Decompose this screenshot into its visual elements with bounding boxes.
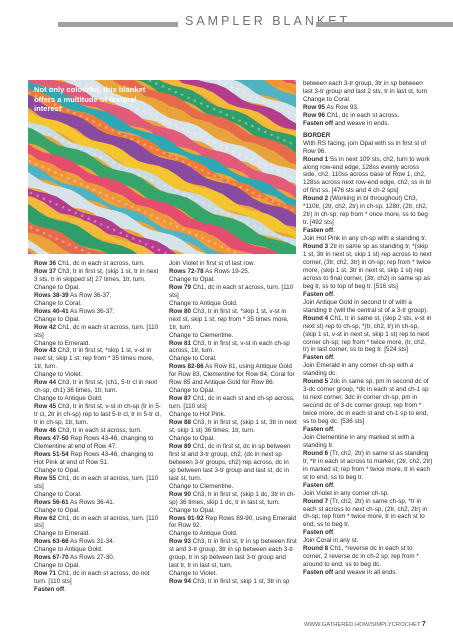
instruction-line [34, 538, 162, 546]
instruction-line [303, 354, 433, 362]
instruction-text: Change to Hot Pink. [169, 411, 226, 419]
instruction-text: Join Coral in any st. [303, 537, 359, 545]
instruction-text: Join Violet in any corner ch-sp. [303, 489, 389, 497]
instruction-line [169, 530, 297, 538]
page-number: 7 [421, 621, 426, 628]
instruction-label: Rows 51-54 [34, 450, 69, 458]
instruction-line [169, 570, 297, 578]
instruction-text: As Rows 27-30. [68, 554, 115, 562]
instruction-line [303, 482, 433, 490]
instruction-line [34, 379, 162, 395]
instruction-line [34, 260, 162, 268]
instruction-line [34, 347, 162, 371]
instruction-text: Join Antique Gold in second tr of with a standing tr (will the central st of a 3-tr group). [303, 298, 428, 314]
instruction-line [169, 491, 297, 507]
instruction-text: Change to Opal. [169, 434, 215, 442]
instruction-text: Ch3, tr in first st, (ch1, 5-tr cl in next ch-sp, ch1) 36 times, 1tr, turn. [34, 379, 158, 395]
instruction-label: Fasten off [303, 354, 334, 362]
instruction-label: Rows 47-50 [34, 434, 69, 442]
instruction-text: . [64, 586, 66, 594]
instruction-text: Ch3, tr in first st, (skip 1 dc, 3tr in ch-sp) 36 times, skip 1 dc, tr in last st, turn. [169, 490, 296, 506]
instruction-text: . [333, 290, 335, 298]
instruction-line [303, 96, 433, 104]
instruction-line [303, 362, 433, 378]
instruction-text: As Row 36-37. [68, 291, 112, 299]
instruction-label: Row 81 [169, 339, 192, 347]
instruction-text: Ch3, tr in first st, (skip 1 st, 3tr in next st, skip 1 st) 36 times, 1tr, turn. [169, 419, 297, 435]
instruction-label: Fasten off [303, 227, 334, 235]
instruction-text: Ch1, dc in first st, dc in sp between first st and 3-tr group, ch2, (dc in next sp between 3-tr groups, ch2) rep across, dc in sp between last 3-tr group and last st, dc in last st, turn. [169, 442, 291, 482]
instruction-label: Rows 72-78 [169, 267, 204, 275]
instruction-line [303, 156, 433, 196]
instruction-line [303, 120, 433, 128]
instruction-line [34, 491, 162, 499]
border-heading: BORDER [303, 131, 331, 139]
instruction-line [34, 499, 162, 507]
instruction-text: Change to Clementine. [169, 482, 234, 490]
instruction-label: Rows 56-61 [34, 498, 69, 506]
instruction-text: Change to Violet. [34, 371, 83, 379]
instruction-label: Fasten off [303, 290, 334, 298]
instruction-text: . [333, 227, 335, 235]
instruction-text: As Rows 31-34. [68, 538, 115, 546]
instruction-label: Row 45 [34, 403, 57, 411]
instruction-label: Row 79 [169, 283, 192, 291]
instruction-text: Change to Coral. [34, 490, 82, 498]
instruction-line [303, 195, 433, 227]
instruction-text: (Working in bl throughout) Ch3, *110tr, (2tr, ch2, 2tr) in ch-sp, 128tr, (2tr, ch2, 2tr) in ch-sp; rep from * once more, ss to beg tr. [492 sts] [303, 195, 428, 227]
instruction-text: Ch1, dc in each st across, turn. [110 sts] [169, 283, 294, 299]
instruction-label: Row 37 [34, 267, 57, 275]
photo-caption: Not only colourful, this blanket offers a multitude of textural interest [34, 85, 146, 113]
instruction-line [34, 586, 162, 594]
instruction-line [169, 419, 297, 435]
instruction-label: Row 93 [169, 538, 192, 546]
instruction-line [169, 515, 297, 531]
instruction-text: Change to Antique Gold. [169, 530, 238, 538]
instruction-line [34, 515, 162, 531]
instruction-text: Change to Opal. [34, 283, 80, 291]
instruction-label: Rows 38-39 [34, 291, 69, 299]
instruction-label: Round 3 [303, 243, 329, 251]
instruction-text: and weave in all ends. [333, 569, 398, 577]
instruction-label: Round 4 [303, 314, 329, 322]
instruction-text: Change to Coral. [169, 355, 217, 363]
instruction-line [303, 291, 433, 299]
instruction-text: Ch1, *reverse dc in each st to corner, 2 reverse dc in ch-2 sp; rep from * around to end, ss to beg dc. [303, 545, 419, 569]
instruction-text: Join Emerald in any corner ch-sp with a standing dc. [303, 362, 414, 378]
instruction-text: Ch1, dc in each st across, turn. [56, 260, 145, 267]
instruction-line [34, 435, 162, 451]
instruction-line [169, 578, 297, 586]
instruction-label: Fasten off [34, 586, 65, 594]
instruction-text: . [333, 354, 335, 362]
instruction-label: Row 94 [169, 578, 192, 586]
instruction-label: Fasten off [303, 481, 334, 489]
instruction-line [34, 475, 162, 491]
instruction-label: Rows 67-70 [34, 554, 69, 562]
instruction-text: Ch3, tr in first st, skip 1 st, 3tr in sp [191, 578, 290, 586]
instruction-label: Row 90 [169, 490, 192, 498]
instruction-text: 2tr in same sp as standing tr, *(skip 1 st, 3tr in next st, skip 1 st) rep across to next corner, (3tr, ch2, 3tr) in ch-sp; rep from * twice more, (skip 1 st, 3tr in next st, skip 1 st) rep across to final corner, (3tr, ch2) in same sp as beg tr, ss to top of beg tr. [516 sts] [303, 243, 432, 290]
instruction-text: Ch3, tr in first st, v-st in each ch-sp across, 1tr, turn. [169, 339, 290, 355]
header-rule-right [316, 22, 453, 27]
instruction-line [303, 426, 433, 434]
instruction-line [34, 292, 162, 300]
instruction-text: Rep Rows 89-90, using Emerald for Row 92. [169, 514, 297, 530]
instruction-text: Change to Opal. [169, 506, 215, 514]
instruction-text: Ch3, tr in first st, *skip 1 st, v-st in next st, skip 1 st; rep from * 35 times more, 1tr, turn. [169, 307, 289, 331]
instruction-line [303, 537, 433, 545]
instruction-text: Change to Clementine. [169, 331, 234, 339]
instruction-line [169, 395, 297, 411]
instruction-text: (Tr, ch2, 2tr) in same ch-sp, *tr in each st across to next ch-sp, (2tr, ch2, 2tr) in ch-sp; rep from * twice more, tr in each st to end, ss to beg tr. [303, 497, 428, 529]
instruction-label: Row 80 [169, 307, 192, 315]
instruction-line [34, 427, 162, 435]
instruction-text: Ch1, dc in each st across, turn. [110 sts] [34, 474, 159, 490]
instruction-label: Row 36 [34, 260, 57, 267]
instruction-text: Join Violet in first st of last row. [169, 260, 255, 267]
instruction-text: Ch1, dc in each st and ch-sp across, turn. [110 sts] [169, 395, 295, 411]
instruction-line [34, 308, 162, 316]
pattern-column-3 [303, 80, 433, 577]
instruction-line [34, 316, 162, 324]
instruction-text: Change to Opal. [34, 466, 80, 474]
instruction-text: Ch1, dc in each st across, do not turn. [110 sts] [34, 570, 150, 586]
instruction-line [34, 284, 162, 292]
instruction-text: Change to Opal. [34, 315, 80, 323]
instruction-text: between each 3-tr group, 3tr in sp between last 3-tr group and last 2 sts, tr in last st, turn [303, 80, 428, 95]
instruction-line [34, 530, 162, 538]
instruction-line [34, 570, 162, 586]
instruction-text: Ch3, tr in first st, v-st in ch-sp (tr in 5-tr cl, 2tr in ch-sp) rep to last 5-tr cl, tr in 5-tr cl, tr in ch-sp, 1tr, turn. [34, 403, 162, 427]
instruction-text: . [333, 425, 335, 433]
instruction-line [169, 355, 297, 363]
instruction-text: Ch3, tr in first st, (skip 1 st, tr in next 3 sts, tr in skipped st) 27 times, 1tr, turn. [34, 267, 159, 283]
instruction-line [303, 227, 433, 235]
instruction-text: As Rows 36-37. [68, 307, 115, 315]
instruction-line [34, 467, 162, 475]
instruction-label: Row 88 [169, 419, 192, 427]
page-title: SAMPLER BLANKET [185, 14, 351, 28]
instruction-line [169, 483, 297, 491]
instruction-text: As Row 93. [325, 103, 359, 111]
instruction-text: Ch1, tr in same st, (skip 2 sts, v-st in next st) rep to ch-sp, *(tr, ch2, tr) in ch-sp, (skip 1 st, v-st in next st, skip 1 st) rep to next corner ch-sp; rep from * twice more, (tr, ch2, tr) in last corner, ss to beg tr. [524 sts] [303, 314, 432, 354]
instruction-label: Round 7 [303, 497, 329, 505]
instruction-label: Round 2 [303, 195, 329, 203]
instruction-line [34, 300, 162, 308]
instruction-line [303, 235, 433, 243]
instruction-text: and weave in ends. [333, 119, 390, 127]
instruction-text: Rep Rows 43-46, changing to Clementine at end of Row 47. [34, 434, 154, 450]
instruction-line [303, 434, 433, 450]
instruction-text: Ch1, dc in each st across, turn. [110 sts] [34, 323, 159, 339]
instruction-label: Round 6 [303, 449, 329, 457]
border-instructions [303, 140, 433, 577]
instruction-label: Row 71 [34, 570, 57, 578]
instruction-label: Rows 40-41 [34, 307, 69, 315]
instruction-text: Ch3, tr in first st, tr in sp between first st and 3-tr group, 3tr in sp between each 3-tr group, tr in sp between last 3-tr group and last tr, tr in last st, turn. [169, 538, 297, 570]
instruction-line [34, 268, 162, 284]
instruction-text: Change to Coral. [34, 299, 82, 307]
instruction-line [34, 562, 162, 570]
instruction-text: Change to Antique Gold. [34, 395, 103, 403]
instruction-text: Change to Violet. [169, 570, 218, 578]
instruction-text: Change to Opal. [169, 275, 215, 283]
page-footer [304, 621, 426, 628]
instruction-text: Ss in next 109 sts, ch2, turn to work along row-end edge, 128ss evenly across side, ch2, 110ss across base of Row 1, ch2, 128ss across next row-end edge, ch2, ss in bl of first ss. [476 sts and 4 ch-2 sps] [303, 155, 431, 195]
pattern-column-1 [34, 260, 162, 594]
instruction-line [169, 332, 297, 340]
instruction-line [34, 340, 162, 348]
instruction-text: Change to Antique Gold. [34, 546, 103, 554]
instruction-text: As Rows 19-25. [203, 267, 250, 275]
instruction-text: Change to Opal. [34, 506, 80, 514]
instruction-line [303, 378, 433, 426]
instruction-text: Change to Antique Gold. [169, 299, 238, 307]
instruction-line [303, 315, 433, 355]
instruction-line [34, 451, 162, 467]
instruction-text: (Tr, ch2, 2tr) in same st as standing tr, *tr in each st across to marker, (2tr, ch2, 2tr) in marked st; rep from * twice more, tr in each st to end, ss to beg tr. [303, 449, 433, 481]
page-header [0, 0, 453, 50]
instruction-label: Round 5 [303, 378, 329, 386]
instruction-text: Join Clementine in any marked st with a standing tr. [303, 433, 415, 449]
instruction-line [303, 450, 433, 482]
instruction-line [34, 546, 162, 554]
instruction-line [34, 403, 162, 427]
instruction-label: Fasten off [303, 425, 334, 433]
instruction-line [169, 435, 297, 443]
instruction-text: Change to Opal. [169, 387, 215, 395]
instruction-text: With RS facing, join Opal with ss in first st of Row 96. [303, 139, 427, 155]
instruction-label: Row 55 [34, 474, 57, 482]
instruction-label: Fasten off [303, 529, 334, 537]
instruction-label: Round 1 [303, 155, 329, 163]
instruction-line [169, 268, 297, 276]
instruction-line [303, 490, 433, 498]
instruction-label: Rows 91-92 [169, 514, 204, 522]
instruction-line [303, 299, 433, 315]
pattern-column-3-continued [303, 80, 433, 128]
instruction-line [169, 284, 297, 300]
instruction-label: Row 42 [34, 323, 57, 331]
instruction-label: Round 8 [303, 545, 329, 553]
instruction-text: As Row 81, using Antique Gold for Row 83, Clementine for Row 84, Coral for Row 85 and Antique Gold for Row 86. [169, 363, 295, 387]
instruction-line [34, 507, 162, 515]
instruction-line [169, 507, 297, 515]
instruction-label: Row 44 [34, 379, 57, 387]
instruction-text: Change to Emerald. [34, 530, 91, 538]
header-rule-left [58, 22, 178, 27]
instruction-label: Row 95 [303, 103, 326, 111]
instruction-text: Ch3, tr in first st, *skip 1 st, v-st in next st, skip 1 st; rep from * 35 times more, 1tr, turn. [34, 347, 154, 371]
instruction-line [303, 498, 433, 530]
instruction-line [34, 371, 162, 379]
instruction-line [303, 140, 433, 156]
instruction-line [303, 545, 433, 569]
instruction-line [303, 80, 433, 96]
instruction-line [303, 112, 433, 120]
instruction-text: Rep Rows 43-46, changing to Hot Pink at end of Row 51. [34, 450, 154, 466]
instruction-text: Join Hot Pink in any ch-sp with a standing tr. [303, 235, 427, 243]
instruction-line [169, 363, 297, 387]
instruction-text: Change to Opal. [34, 562, 80, 570]
instruction-label: Fasten off [303, 569, 334, 577]
instruction-text: . [333, 481, 335, 489]
footer-url: WWW.GATHERED.HOW/SIMPLYCROCHET [304, 622, 421, 628]
instruction-label: Row 43 [34, 347, 57, 355]
instruction-line [34, 395, 162, 403]
instruction-label: Row 62 [34, 514, 57, 522]
instruction-text: Ch3, tr in each st across, turn. [56, 427, 142, 435]
instruction-line [169, 308, 297, 332]
instruction-line [169, 538, 297, 570]
instruction-line [169, 300, 297, 308]
instruction-line [303, 104, 433, 112]
instruction-line [303, 243, 433, 291]
pattern-column-2 [169, 260, 297, 586]
instruction-label: Row 89 [169, 442, 192, 450]
instruction-text: 2dc in same sp, pm in second dc of 3-dc corner group, *dc in each st and ch-1 sp to next corner, 3dc in corner ch-sp, pm in second dc of 3-dc corner group; rep from * twice more, dc in each st and ch-1 sp to end, ss to beg dc. [536 sts] [303, 378, 429, 426]
instruction-line [303, 569, 433, 577]
instruction-text: Change to Coral. [303, 95, 351, 103]
instruction-line [34, 554, 162, 562]
instruction-line [169, 443, 297, 483]
instruction-line [303, 529, 433, 537]
instruction-label: Rows 63-66 [34, 538, 69, 546]
instruction-label: Rows 82-86 [169, 363, 204, 371]
instruction-label: Fasten off [303, 119, 334, 127]
instruction-label: Row 46 [34, 427, 57, 435]
instruction-line [169, 387, 297, 395]
instruction-text: Ch1, dc in each st across, turn. [110 sts] [34, 514, 159, 530]
instruction-text: Change to Emerald. [34, 339, 91, 347]
instruction-line [169, 260, 297, 268]
instruction-label: Row 87 [169, 395, 192, 403]
instruction-text: . [333, 529, 335, 537]
instruction-line [34, 324, 162, 340]
instruction-line [169, 411, 297, 419]
instruction-line [169, 340, 297, 356]
instruction-text: As Rows 36-41. [68, 498, 115, 506]
instruction-label: Row 96 [303, 111, 326, 119]
instruction-text: Ch1, dc in each st across. [325, 111, 400, 119]
instruction-line [169, 276, 297, 284]
